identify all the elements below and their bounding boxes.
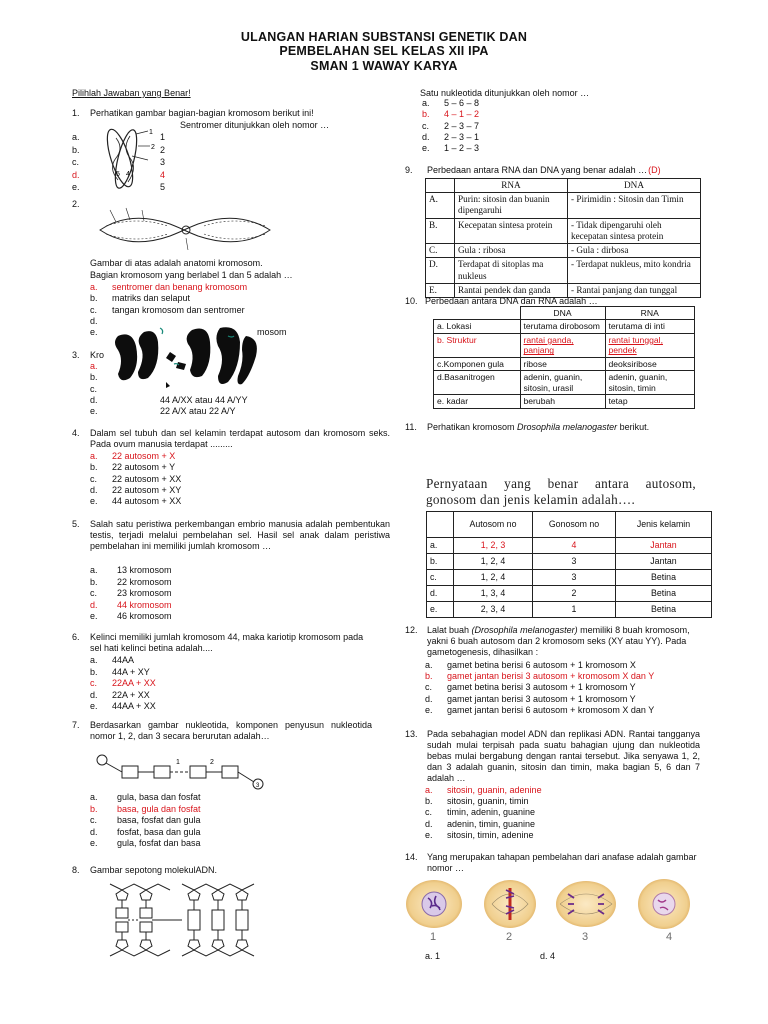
option-correct[interactable]: d. 44 kromosom bbox=[90, 599, 172, 610]
cell-stage-1 bbox=[406, 880, 462, 928]
dna-rna-table bbox=[433, 306, 695, 409]
option[interactable]: d. fosfat, basa dan gula bbox=[90, 826, 201, 837]
table-header: DNA bbox=[568, 179, 701, 193]
question-number: 10. bbox=[405, 296, 418, 306]
question-text: Perbedaan antara RNA dan DNA yang benar adalah … bbox=[427, 165, 648, 175]
question-text: memiliki 8 buah kromosom, yakni 6 buah autosom dan 2 kromosom seks (XY atau YY). Pada gametogenesis, dihasilkan : bbox=[427, 625, 690, 657]
question-9 bbox=[405, 165, 735, 176]
question-4 bbox=[72, 428, 390, 450]
question-text: Lalat buah bbox=[427, 625, 472, 635]
question-text: Bagian kromosom yang berlabel 1 dan 5 adalah … bbox=[90, 270, 293, 280]
table-row: E. Rantai pendek dan ganda - Rantai panjang dan tunggal bbox=[426, 283, 701, 297]
q5-options bbox=[90, 565, 172, 623]
option[interactable]: a. 1 bbox=[425, 951, 441, 961]
option[interactable]: e. gamet jantan berisi 6 autosom + kromosom X dan Y bbox=[425, 704, 655, 715]
table-row-correct: a. 1, 2, 3 4 Jantan bbox=[427, 538, 712, 554]
question-7 bbox=[72, 720, 372, 742]
question-number: 1. bbox=[72, 108, 80, 118]
option-value: 5 bbox=[160, 182, 166, 192]
autosom-gonosom-table bbox=[426, 511, 712, 618]
instruction: Pilihlah Jawaban yang Benar! bbox=[72, 88, 191, 98]
option-letter: a. bbox=[72, 132, 80, 142]
option[interactable]: c. tangan kromosom dan sentromer bbox=[90, 304, 245, 315]
table-header bbox=[426, 179, 455, 193]
diagram-label: 5 bbox=[116, 171, 120, 178]
table-header-row bbox=[434, 307, 695, 320]
option[interactable]: a. 44AA bbox=[90, 655, 135, 665]
table-header: Jenis kelamin bbox=[616, 512, 712, 538]
option-correct[interactable]: a. 22 autosom + X bbox=[90, 451, 176, 461]
diagram-label: 3 bbox=[256, 783, 260, 789]
question-subtext: Sentromer ditunjukkan oleh nomor … bbox=[180, 120, 330, 130]
table-row: b. 1, 2, 4 3 Jantan bbox=[427, 554, 712, 570]
option-value-correct: 4 bbox=[160, 169, 166, 180]
q12-options bbox=[425, 660, 654, 716]
diagram-label: 1 bbox=[176, 759, 180, 766]
option[interactable]: e. 46 kromosom bbox=[90, 611, 172, 622]
table-row: e. kadar berubah tetap bbox=[434, 395, 695, 408]
question-11 bbox=[405, 422, 735, 433]
q4-options bbox=[90, 451, 181, 507]
cell-label: 1 bbox=[430, 931, 437, 943]
q1-letters bbox=[72, 131, 80, 194]
question-number: 6. bbox=[72, 632, 80, 642]
question-number: 14. bbox=[405, 852, 418, 862]
question-number: 9. bbox=[405, 165, 413, 175]
table-header bbox=[434, 307, 521, 320]
diagram-label: 2 bbox=[151, 144, 155, 151]
question-number: 8. bbox=[72, 865, 80, 875]
option[interactable]: d. bbox=[90, 315, 98, 326]
diagram-label: 1 bbox=[149, 129, 153, 136]
option[interactable]: e. 44AA + XX bbox=[90, 701, 156, 712]
table-row: D. Terdapat di sitoplas ma nukleus - Terdapat nukleus, mito kondria bbox=[426, 258, 701, 283]
question-number: 3. bbox=[72, 350, 80, 360]
option[interactable]: e. 22 A/X atau 22 A/Y bbox=[90, 406, 236, 417]
q1-values bbox=[160, 131, 165, 194]
question-number: 2. bbox=[72, 199, 80, 209]
option[interactable]: c. 23 kromosom bbox=[90, 588, 172, 599]
table-row: C. Gula : ribosa - Gula : dirbosa bbox=[426, 244, 701, 258]
option-correct[interactable]: b. 4 – 1 – 2 bbox=[422, 109, 480, 120]
question-text: Gambar sepotong molekulADN. bbox=[90, 865, 218, 875]
option-correct[interactable]: a. sitosin, guanin, adenine bbox=[425, 785, 542, 795]
option[interactable]: c. gamet betina berisi 3 autosom + 1 kromosom Y bbox=[425, 682, 636, 693]
question-text: Salah satu peristiwa perkembangan embrio manusia adalah pembentukan testis, terjadi melalui pembelahan sel. Hasil sel anak dalam peristiwa pembelahan ini memiliki jumlah kromosom … bbox=[90, 519, 390, 551]
cell-division-images bbox=[404, 876, 704, 942]
option[interactable]: b. 22 kromosom bbox=[90, 576, 172, 587]
option[interactable]: c. basa, fosfat dan gula bbox=[90, 815, 201, 826]
table-row: d.Basanitrogen adenin, guanin, sitosin, urasil adenin, guanin, sitosin, timin bbox=[434, 371, 695, 395]
question-text: Yang merupakan tahapan pembelahan dari anafase adalah gambar nomor … bbox=[427, 852, 697, 873]
question-text: Perhatikan gambar bagian-bagian kromosom berikut ini! bbox=[90, 108, 314, 118]
question-number: 5. bbox=[72, 519, 80, 529]
answer-key: (D) bbox=[648, 165, 661, 175]
chromosome-anatomy-diagram bbox=[96, 208, 276, 252]
option-letter: e. bbox=[72, 182, 80, 192]
dna-molecule-diagram bbox=[104, 880, 284, 960]
table-row: c.Komponen gula ribose deoksiribose bbox=[434, 357, 695, 370]
table-row-correct: b. Struktur rantai ganda, panjang rantai tunggal, pendek bbox=[434, 333, 695, 357]
option[interactable]: e. sitosin, timin, adenine bbox=[425, 829, 534, 840]
option-correct[interactable]: b. basa, gula dan fosfat bbox=[90, 803, 201, 814]
question-text: Berdasarkan gambar nukleotida, komponen penyusun nukleotida nomor 1, 2, dan 3 secara berurutan adalah… bbox=[90, 720, 372, 741]
table-row: A. Purin: sitosin dan buanin dipengaruhi - Pirimidin : Sitosin dan Timin bbox=[426, 193, 701, 218]
question-number: 4. bbox=[72, 428, 80, 438]
table-header: Gonosom no bbox=[533, 512, 616, 538]
question-number: 12. bbox=[405, 625, 418, 635]
option-correct[interactable]: b. gamet jantan berisi 3 autosom + kromosom X dan Y bbox=[425, 671, 655, 682]
statement-text: Pernyataan yang benar antara autosom, gonosom dan jenis kelamin adalah…. bbox=[426, 476, 696, 507]
q8-options bbox=[422, 98, 479, 154]
cell-stage-3 bbox=[556, 881, 616, 927]
question-text: Perbedaan antara DNA dan RNA adalah … bbox=[425, 296, 598, 306]
option[interactable]: d. adenin, timin, guanine bbox=[425, 818, 536, 829]
table-header: Autosom no bbox=[454, 512, 533, 538]
species-name: Drosophila melanogaster bbox=[517, 422, 618, 432]
option[interactable]: e. mosom bbox=[90, 327, 287, 338]
question-13 bbox=[405, 729, 700, 784]
species-name: (Drosophila melanogaster) bbox=[471, 625, 578, 635]
option[interactable]: d. 2 – 3 – 1 bbox=[422, 131, 480, 142]
diagram-label: 2 bbox=[210, 759, 214, 766]
question-number: 11. bbox=[405, 422, 417, 432]
title-line-2: PEMBELAHAN SEL KELAS XII IPA bbox=[279, 44, 489, 59]
option[interactable]: b. matriks dan selaput bbox=[90, 293, 191, 304]
option[interactable]: e. 1 – 2 – 3 bbox=[422, 143, 480, 154]
question-1 bbox=[72, 108, 392, 119]
option[interactable]: c. timin, adenin, guanine bbox=[425, 807, 536, 818]
figure-caption: Gambar di atas adalah anatomi kromosom. bbox=[90, 258, 263, 268]
option-value: 2 bbox=[160, 144, 166, 155]
option-correct[interactable]: a. bbox=[90, 361, 98, 371]
table-row: c. 1, 2, 4 3 Betina bbox=[427, 570, 712, 586]
option[interactable]: e. 44 autosom + XX bbox=[90, 496, 182, 507]
table-header bbox=[427, 512, 454, 538]
cell-label: 2 bbox=[506, 931, 513, 943]
option[interactable]: c. 22 autosom + XX bbox=[90, 473, 182, 484]
option[interactable]: a. 13 kromosom bbox=[90, 565, 172, 575]
cell-stage-2 bbox=[484, 880, 536, 928]
table-row: e. 2, 3, 4 1 Betina bbox=[427, 602, 712, 618]
option[interactable]: b. 22 autosom + Y bbox=[90, 462, 176, 473]
option[interactable]: d. gamet jantan berisi 3 autosom + 1 kromosom Y bbox=[425, 693, 636, 704]
question-text: Kelinci memiliki jumlah kromosom 44, maka kariotip kromosom pada sel hati kelinci betina adalah.... bbox=[90, 632, 364, 653]
table-header-row bbox=[427, 512, 712, 538]
title-line-3: SMAN 1 WAWAY KARYA bbox=[310, 58, 458, 73]
q13-options bbox=[425, 785, 542, 841]
option[interactable]: d. 4 bbox=[540, 951, 556, 961]
question-5 bbox=[72, 519, 390, 552]
option[interactable]: e. gula, fosfat dan basa bbox=[90, 838, 201, 849]
option[interactable]: d. 22 autosom + XY bbox=[90, 484, 182, 495]
option[interactable]: d. 22A + XX bbox=[90, 689, 150, 700]
question-6 bbox=[72, 632, 372, 654]
chromosome-diagram-q1 bbox=[96, 126, 156, 192]
option-letter: c. bbox=[72, 157, 80, 167]
option-letter: b. bbox=[72, 144, 80, 155]
option[interactable]: b. bbox=[90, 372, 98, 383]
cell-label: 4 bbox=[666, 931, 673, 943]
option[interactable]: b. 44A + XY bbox=[90, 666, 150, 677]
option[interactable]: d. 44 A/XX atau 44 A/YY bbox=[90, 394, 248, 405]
option-correct[interactable]: a. sentromer dan benang kromosom bbox=[90, 282, 248, 292]
question-text-fragment: Kro bbox=[90, 350, 105, 360]
question-14 bbox=[405, 852, 705, 874]
option[interactable]: b. sitosin, guanin, timin bbox=[425, 796, 529, 807]
question-text: Pada sebahagian model ADN dan replikasi ADN. Rantai tangganya sudah mulai terpisah pada suatu bahagian ujung dan nukleotida bebas mulai bergabung dengan rantai tersebut. Jika senyawa 1, 2, dan 3 adalah guanin, sitosin dan timin, maka bagian 5, 6 dan 7 adalah … bbox=[427, 729, 700, 783]
question-number: 13. bbox=[405, 729, 418, 739]
question-text: berikut. bbox=[617, 422, 650, 432]
page-title bbox=[0, 30, 768, 73]
table-header-row bbox=[426, 179, 701, 193]
question-text: Perhatikan kromosom bbox=[427, 422, 518, 432]
question-12 bbox=[405, 625, 700, 658]
diagram-label: 4 bbox=[126, 171, 130, 178]
table-row: a. Lokasi terutama dirobosom terutama di inti bbox=[434, 320, 695, 333]
table-header: DNA bbox=[520, 307, 605, 320]
question-text: Dalam sel tubuh dan sel kelamin terdapat autosom dan kromosom seks. Pada ovum manusia terdapat ......... bbox=[90, 428, 390, 449]
option[interactable]: c. bbox=[90, 383, 98, 394]
rna-dna-table bbox=[425, 178, 701, 298]
karyotype-chromosome-image bbox=[108, 322, 264, 394]
nucleotide-diagram bbox=[94, 752, 266, 792]
table-row: B. Kecepatan sintesa protein - Tidak dipengaruhi oleh kecepatan sintesa protein bbox=[426, 218, 701, 243]
table-header: RNA bbox=[605, 307, 695, 320]
option-correct[interactable]: c. 22AA + XX bbox=[90, 678, 156, 689]
question-8 bbox=[72, 865, 372, 876]
option[interactable]: a. gula, basa dan fosfat bbox=[90, 792, 201, 802]
table-header: RNA bbox=[455, 179, 568, 193]
option-letter-correct: d. bbox=[72, 169, 80, 180]
option-value: 1 bbox=[160, 132, 166, 142]
option[interactable]: a. 5 – 6 – 8 bbox=[422, 98, 480, 108]
cell-label: 3 bbox=[582, 931, 589, 943]
option-value: 3 bbox=[160, 157, 166, 167]
cell-stage-4 bbox=[638, 879, 690, 929]
q8-continuation: Satu nukleotida ditunjukkan oleh nomor … bbox=[420, 88, 590, 98]
option[interactable]: a. gamet betina berisi 6 autosom + 1 kromosom X bbox=[425, 660, 636, 670]
option[interactable]: c. 2 – 3 – 7 bbox=[422, 120, 480, 131]
table-row: d. 1, 3, 4 2 Betina bbox=[427, 586, 712, 602]
title-line-1: ULANGAN HARIAN SUBSTANSI GENETIK DAN bbox=[240, 30, 528, 44]
q6-options bbox=[90, 655, 156, 713]
question-number: 7. bbox=[72, 720, 80, 730]
q7-options bbox=[90, 792, 201, 850]
